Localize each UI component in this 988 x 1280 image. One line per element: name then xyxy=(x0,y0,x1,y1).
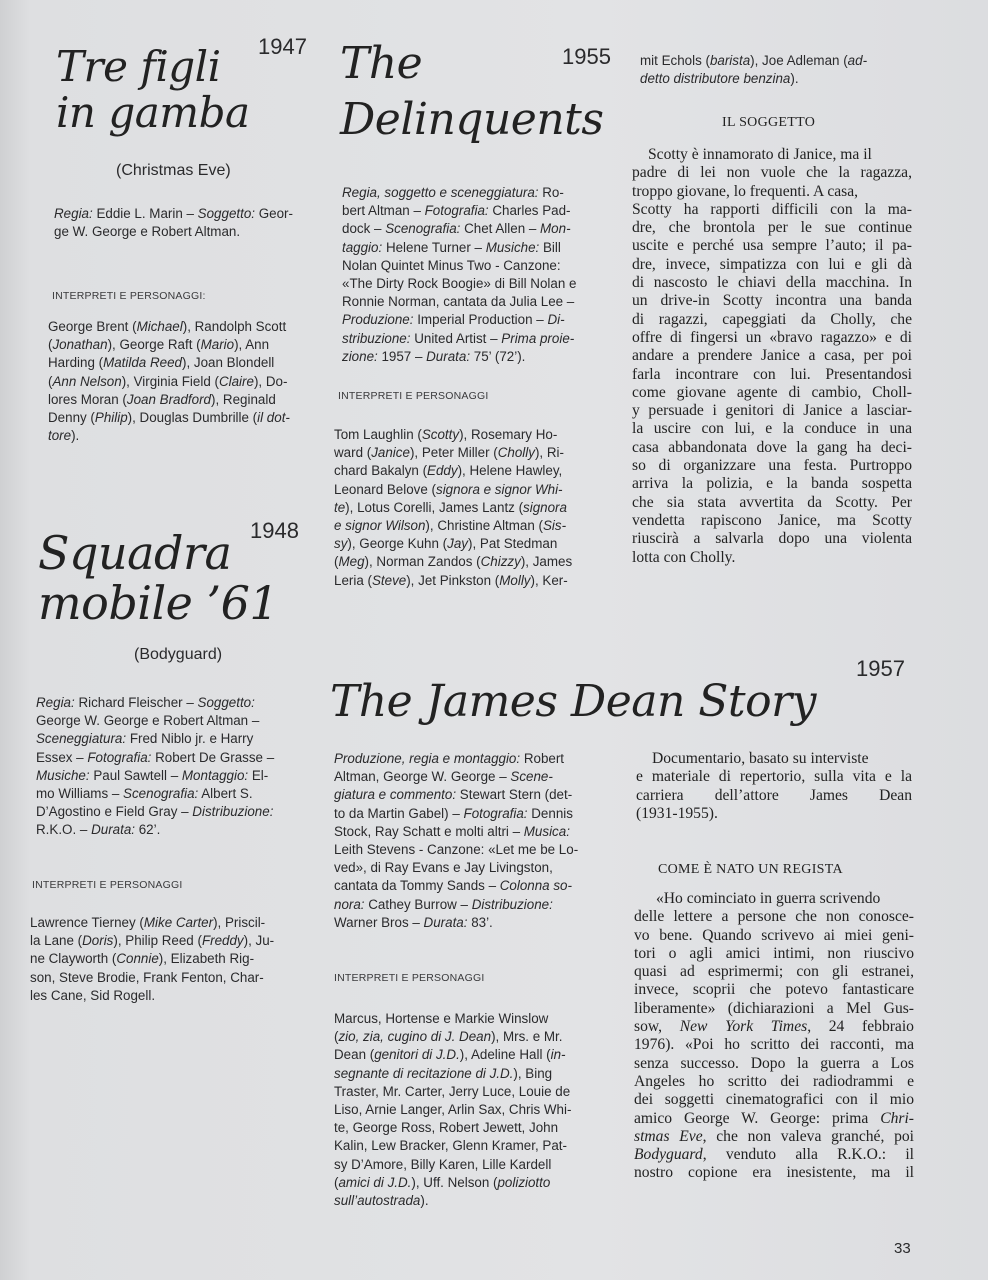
credits-line: to da Martin Gabel) – Fotografia: Dennis xyxy=(334,805,573,821)
director-quote xyxy=(634,890,914,1183)
film-title-line: in gamba xyxy=(56,88,250,137)
text-line: quasi ad esprimermi; con gli estranei, xyxy=(634,963,914,981)
cast-line: Tom Laughlin (Scotty), Rosemary Ho- xyxy=(334,427,558,442)
cast-tre-figli xyxy=(48,318,310,445)
cast-label: INTERPRETI E PERSONAGGI xyxy=(338,390,489,402)
text-line: dre, che brontola per le sue continue xyxy=(632,219,912,237)
credits-line: stribuzione: United Artist – Prima proie- xyxy=(342,330,575,346)
credits-james-dean xyxy=(334,750,608,932)
credits-line: zione: 1957 – Durata: 75’ (72’). xyxy=(342,348,526,364)
credits-line: Produzione, regia e montaggio: Robert xyxy=(334,751,565,766)
cast-line: e signor Wilson), Christine Altman (Sis- xyxy=(334,518,567,534)
credit-label: Soggetto: xyxy=(197,206,256,221)
cast-line: (Meg), Norman Zandos (Chizzy), James xyxy=(334,554,573,570)
cast-line: Traster, Mr. Carter, Jerry Luce, Louie de xyxy=(334,1083,571,1099)
credits-line: George W. George e Robert Altman – xyxy=(36,713,260,729)
credits-line: dock – Scenografia: Chet Allen – Mon- xyxy=(342,221,571,237)
cast-line: ward (Janice), Peter Miller (Cholly), Ri- xyxy=(334,445,564,461)
cast-line: Lawrence Tierney (Mike Carter), Priscil- xyxy=(30,915,266,930)
credits-line: Leith Stevens - Canzone: «Let me be Lo- xyxy=(334,842,579,858)
text-line: casa abbandonata dove la gang ha deci- xyxy=(632,438,912,456)
text-line: andare a prendere Janice a casa, per poi xyxy=(632,347,912,365)
text-line: vendetta rapiscono Janice, ma Scotty xyxy=(632,511,912,529)
plot-summary-delinquents xyxy=(632,146,912,567)
text-line: offre di fingersi un «bravo ragazzo» e di xyxy=(632,328,912,346)
text-line: e materiale di repertorio, sulla vita e la xyxy=(636,768,912,786)
credits-line: nora: Cathey Burrow – Distribuzione: xyxy=(334,896,553,912)
cast-line: chard Bakalyn (Eddy), Helene Hawley, xyxy=(334,463,563,479)
text-line: dei soggetti cinematografici con il mio xyxy=(634,1091,914,1109)
text-line: Angeles ho scritto dei radiodrammi e xyxy=(634,1072,914,1090)
cast-line: (zio, zia, cugino di J. Dean), Mrs. e Mr. xyxy=(334,1029,563,1045)
cast-line: tore). xyxy=(48,428,80,444)
section-heading-soggetto: IL SOGGETTO xyxy=(722,115,816,130)
text-line: Scotty ha rapporti difficili con la ma- xyxy=(632,200,912,218)
text-line: (1931-1955). xyxy=(636,804,718,822)
text-line: uscite e perché usa sempre l’auto; il pa- xyxy=(632,237,912,255)
page-number: 33 xyxy=(894,1240,911,1257)
text-line: lotta con Cholly. xyxy=(632,548,736,566)
credits-line: ved», di Ray Evans e Jay Livingston, xyxy=(334,860,553,876)
cast-line: Liso, Arnie Langer, Arlin Sax, Chris Whi- xyxy=(334,1102,572,1118)
text-line: stmas Eve, che non valeva granché, poi xyxy=(634,1127,914,1145)
credits-line: Ronnie Norman, cantata da Julia Lee – xyxy=(342,294,575,310)
cast-delinquents xyxy=(334,426,610,590)
cast-line: Dean (genitori di J.D.), Adeline Hall (in- xyxy=(334,1047,566,1063)
cast-line: Leria (Steve), Jet Pinkston (Molly), Ker- xyxy=(334,572,568,588)
text-line: invece, scoprii che potevo fantasticare xyxy=(634,981,914,999)
cast-line: sull’autostrada). xyxy=(334,1193,429,1209)
credits-line: cantata da Tommy Sands – Colonna so- xyxy=(334,878,572,894)
text-line: delle lettere a persone che non conosce- xyxy=(634,908,914,926)
cast-line: Leonard Belove (signora e signor Whi- xyxy=(334,481,563,497)
film-title-line: mobile ’61 xyxy=(38,576,279,630)
section-heading-regista: COME È NATO UN REGISTA xyxy=(658,862,843,877)
credits-line: Stock, Ray Schatt e molti altri – Musica: xyxy=(334,823,570,839)
text-line: senza successo. Dopo la guerra a Los xyxy=(634,1054,914,1072)
cast-line: la Lane (Doris), Philip Reed (Freddy), Ju- xyxy=(30,933,275,949)
cast-james-dean xyxy=(334,1010,610,1210)
text-line: troppo giovane, lo frequenti. A casa, xyxy=(632,182,859,200)
cast-line: (Ann Nelson), Virginia Field (Claire), Do- xyxy=(48,373,288,389)
cast-label: INTERPRETI E PERSONAGGI xyxy=(32,879,183,891)
credits-line: Essex – Fotografia: Robert De Grasse – xyxy=(36,749,275,765)
credits-line: mo Williams – Scenografia: Albert S. xyxy=(36,786,253,802)
text-line: «Ho cominciato in guerra scrivendo xyxy=(656,890,881,907)
credits-line: R.K.O. – Durata: 62’. xyxy=(36,822,161,838)
cast-line: (amici di J.D.), Uff. Nelson (poliziotto xyxy=(334,1174,551,1190)
credits-line: Produzione: Imperial Production – Di- xyxy=(342,312,565,328)
documentary-description xyxy=(636,750,912,823)
credits-tre-figli xyxy=(54,205,306,241)
cast-line: te, George Ross, Robert Jewett, John xyxy=(334,1120,559,1136)
credits-line: «The Dirty Rock Boogie» di Bill Nolan e xyxy=(342,276,577,292)
text-line: farla incontrare con lui. Presentandosi xyxy=(632,365,912,383)
credits-line xyxy=(54,205,306,223)
text-line: riuscirà a salvarla dopo una violenta xyxy=(632,530,912,548)
film-title-squadra-mobile xyxy=(38,526,279,630)
text-line: amico George W. George: prima Chri- xyxy=(634,1109,914,1127)
text-line: che sia stata avvertita da Scotty. Per xyxy=(632,493,912,511)
cast-line: (Jonathan), George Raft (Mario), Ann xyxy=(48,337,270,353)
text-line: padre di lei non vuole che la ragazza, xyxy=(632,164,912,182)
credits-line: Altman, George W. George – Scene- xyxy=(334,769,553,785)
cast-line: Denny (Philip), Douglas Dumbrille (il dot- xyxy=(48,410,290,426)
cast-line: Kalin, Lew Bracker, Glenn Kramer, Pat- xyxy=(334,1138,567,1154)
text-line: la uscire con lui, e la conduce in una xyxy=(632,420,912,438)
cast-label: INTERPRETI E PERSONAGGI: xyxy=(52,290,206,302)
film-year-1957: 1957 xyxy=(856,656,905,681)
cast-label: INTERPRETI E PERSONAGGI xyxy=(334,972,485,984)
cast-line: Marcus, Hortense e Markie Winslow xyxy=(334,1011,549,1026)
film-title-line: Squadra xyxy=(38,526,232,580)
text-line: come giovane agente di cambio, Choll- xyxy=(632,383,912,401)
cast-line: segnante di recitazione di J.D.), Bing xyxy=(334,1065,553,1081)
text-line: sow, New York Times, 24 febbraio xyxy=(634,1018,914,1036)
text-line: Documentario, basato su interviste xyxy=(652,750,869,767)
credits-line: giatura e commento: Stewart Stern (det- xyxy=(334,787,573,803)
film-title-line: Tre figli xyxy=(56,42,221,91)
text-line: di ragazzi, capeggiati da Cholly, che xyxy=(632,310,912,328)
cast-delinquents-continued xyxy=(640,52,918,88)
text-line: Bodyguard, venduto alla R.K.O.: il xyxy=(634,1146,914,1164)
text-line: y persuade i genitori di Janice a lasciar- xyxy=(632,402,912,420)
text-line: tori o agli amici intimi, non riuscivo xyxy=(634,944,914,962)
credit-value: Eddie L. Marin – xyxy=(92,206,198,221)
credits-squadra xyxy=(36,694,306,840)
text-line: arriva la polizia, e la banda sospetta xyxy=(632,475,912,493)
film-title-line: The xyxy=(340,38,423,89)
text-line: so di organizzare una festa. Purtroppo xyxy=(632,457,912,475)
cast-squadra xyxy=(30,914,302,1005)
film-year-1947: 1947 xyxy=(258,34,307,59)
credits-line: taggio: Helene Turner – Musiche: Bill xyxy=(342,239,561,255)
cast-line: te), Lotus Corelli, James Lantz (signora xyxy=(334,499,567,515)
original-title-christmas-eve: (Christmas Eve) xyxy=(116,162,231,179)
credits-line: Musiche: Paul Sawtell – Montaggio: El- xyxy=(36,767,269,783)
text-line: un drive-in Scotty incontra una banda xyxy=(632,292,912,310)
text-line: vo bene. Quando scrivevo ai miei geni- xyxy=(634,926,914,944)
credits-line: Warner Bros – Durata: 83’. xyxy=(334,914,493,930)
text-line: Scotty è innamorato di Janice, ma il xyxy=(648,146,872,163)
original-title-bodyguard: (Bodyguard) xyxy=(134,646,223,663)
film-title-tre-figli xyxy=(56,42,250,137)
cast-line: ne Clayworth (Connie), Elizabeth Rig- xyxy=(30,951,255,967)
credits-line: Nolan Quintet Minus Two - Canzone: xyxy=(342,257,561,273)
credits-line: D’Agostino e Field Gray – Distribuzione: xyxy=(36,804,274,820)
cast-line: Harding (Matilda Reed), Joan Blondell xyxy=(48,355,275,371)
cast-line: George Brent (Michael), Randolph Scott xyxy=(48,319,287,334)
cast-line: mit Echols (barista), Joe Adleman (ad- xyxy=(640,53,868,68)
credits-delinquents xyxy=(342,184,612,366)
film-title-line: Delinquents xyxy=(340,94,604,145)
credit-label: Regia: xyxy=(54,206,93,221)
credit-value: Geor- xyxy=(255,206,293,221)
cast-line: detto distributore benzina). xyxy=(640,71,799,87)
text-line: carriera dell’attore James Dean xyxy=(636,786,912,804)
cast-line: sy), George Kuhn (Jay), Pat Stedman xyxy=(334,536,558,552)
text-line: nostro copione era inesistente, ma il xyxy=(634,1164,914,1182)
film-year-1948: 1948 xyxy=(250,518,299,543)
credits-line: bert Altman – Fotografia: Charles Pad- xyxy=(342,203,571,219)
cast-line: lores Moran (Joan Bradford), Reginald xyxy=(48,391,276,407)
cast-line: sy D’Amore, Billy Karen, Lille Kardell xyxy=(334,1156,552,1172)
cast-line: son, Steve Brodie, Frank Fenton, Char- xyxy=(30,969,264,985)
credits-line: ge W. George e Robert Altman. xyxy=(54,224,241,240)
text-line: 1976). «Poi ho scritto dei racconti, ma xyxy=(634,1036,914,1054)
text-line: dre, invece, simpatizza con lui e gli dà xyxy=(632,255,912,273)
credits-line: Regia: Richard Fleischer – Soggetto: xyxy=(36,695,255,710)
credits-line: Sceneggiatura: Fred Niblo jr. e Harry xyxy=(36,731,254,747)
cast-line: les Cane, Sid Rogell. xyxy=(30,987,156,1003)
credits-line: Regia, soggetto e sceneggiatura: Ro- xyxy=(342,185,564,200)
text-line: liberamente» (dichiarazioni a Mel Gus- xyxy=(634,999,914,1017)
text-line: di nascosto le chiavi della macchina. In xyxy=(632,274,912,292)
film-year-1955: 1955 xyxy=(562,44,611,69)
film-title-james-dean-story: The James Dean Story xyxy=(330,676,816,727)
